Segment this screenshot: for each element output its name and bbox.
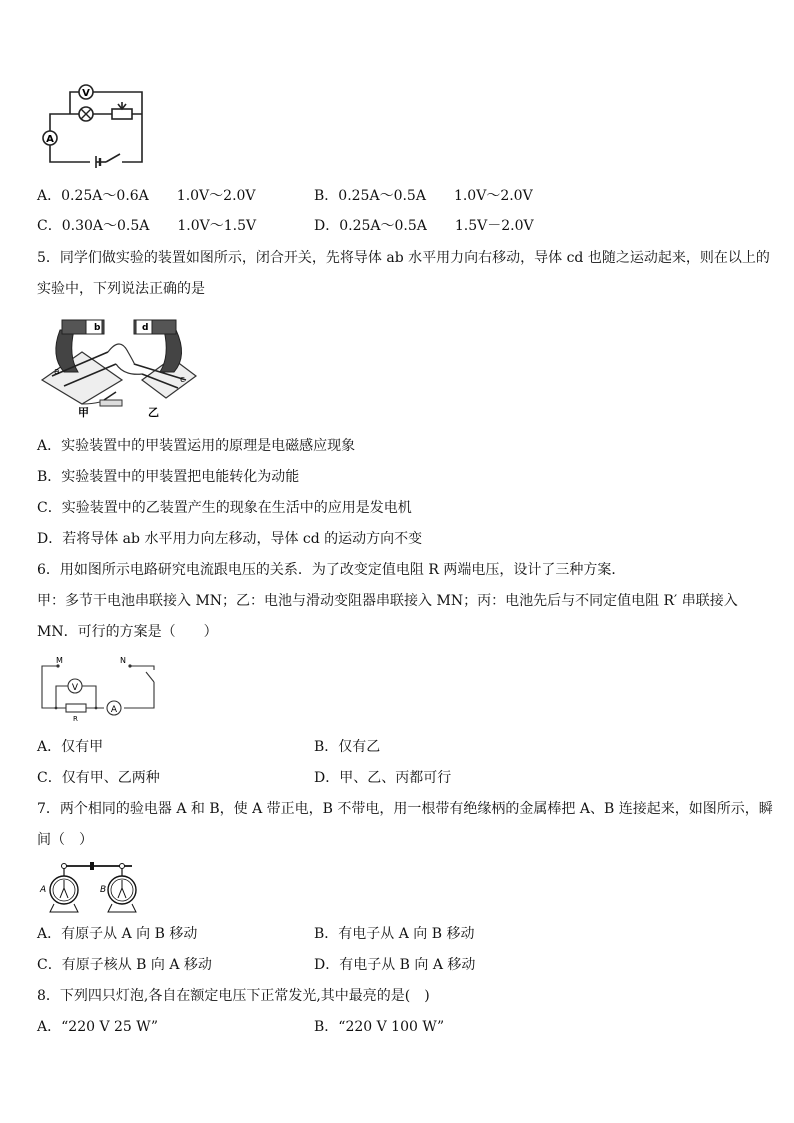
electroscope-a-icon — [50, 864, 78, 913]
q6-stem-line3: MN．可行的方案是（ ） — [37, 624, 218, 640]
label-n: N — [120, 656, 126, 665]
q4-circuit-figure — [40, 84, 150, 170]
label-r: R — [73, 715, 78, 722]
q6-ammeter-label: A — [110, 705, 118, 715]
q5-stem-line2: 实验中，下列说法正确的是 — [37, 281, 205, 297]
q5-stem-line1: 5．同学们做实验的装置如图所示，闭合开关，先将导体 ab 水平用力向右移动，导体 cd 也随之运动起来，则在以上的 — [37, 250, 770, 266]
q6-option-c: C．仅有甲、乙两种 — [37, 770, 160, 786]
q4-option-b: B．0.25A～0.5A 1.0V～2.0V — [314, 188, 533, 204]
q4-option-a: A．0.25A～0.6A 1.0V～2.0V — [37, 188, 256, 204]
q6-voltmeter-label: V — [71, 683, 79, 693]
label-yi: 乙 — [148, 406, 159, 418]
label-b: B — [100, 885, 107, 895]
q5-option-d: D．若将导体 ab 水平用力向左移动，导体 cd 的运动方向不变 — [37, 531, 423, 547]
q6-option-b: B．仅有乙 — [314, 739, 381, 755]
ammeter-label: A — [46, 134, 54, 145]
q6-circuit-figure — [38, 654, 158, 722]
q6-stem-line2: 甲：多节干电池串联接入 MN；乙：电池与滑动变阻器串联接入 MN；丙：电池先后与不同定值电阻 R′ 串联接入 — [37, 593, 738, 609]
q5-option-a: A．实验装置中的甲装置运用的原理是电磁感应现象 — [37, 438, 356, 454]
label-a: A — [40, 885, 47, 895]
q7-stem-line1: 7．两个相同的验电器 A 和 B，使 A 带正电，B 不带电，用一根带有绝缘柄的金属棒把 A、B 连接起来，如图所示，瞬 — [37, 801, 773, 817]
q6-option-a: A．仅有甲 — [37, 739, 104, 755]
label-d: d — [142, 323, 149, 333]
ammeter-icon — [107, 701, 121, 715]
voltmeter-icon — [68, 679, 82, 693]
electroscope-b-icon — [108, 864, 136, 913]
q7-option-c: C．有原子核从 B 向 A 移动 — [37, 957, 212, 973]
q8-option-b: B．“220 V 100 W” — [314, 1019, 445, 1035]
q7-electroscope-figure — [38, 860, 138, 918]
lamp-icon — [79, 107, 93, 121]
q5-option-b: B．实验装置中的甲装置把电能转化为动能 — [37, 469, 300, 485]
q5-apparatus-figure — [38, 312, 198, 418]
label-b: b — [94, 323, 101, 333]
q7-stem-line2: 间（ ） — [37, 832, 93, 848]
q7-option-d: D．有电子从 B 向 A 移动 — [314, 957, 476, 973]
label-jia: 甲 — [78, 406, 89, 418]
label-a: a — [54, 367, 60, 377]
q8-stem-line1: 8．下列四只灯泡,各自在额定电压下正常发光,其中最亮的是( ) — [37, 988, 430, 1004]
label-c: c — [180, 375, 185, 385]
q4-option-c: C．0.30A～0.5A 1.0V～1.5V — [37, 218, 257, 234]
ammeter-icon — [43, 131, 57, 145]
label-m: M — [56, 656, 63, 665]
q5-option-c: C．实验装置中的乙装置产生的现象在生活中的应用是发电机 — [37, 500, 412, 516]
q7-option-a: A．有原子从 A 向 B 移动 — [37, 926, 198, 942]
q6-stem-line1: 6．用如图所示电路研究电流跟电压的关系．为了改变定值电阻 R 两端电压，设计了三种方案． — [37, 562, 626, 578]
q6-option-d: D．甲、乙、丙都可行 — [314, 770, 452, 786]
voltmeter-icon — [79, 85, 93, 99]
voltmeter-label: V — [82, 88, 90, 99]
q8-option-a: A．“220 V 25 W” — [37, 1019, 159, 1035]
q7-option-b: B．有电子从 A 向 B 移动 — [314, 926, 475, 942]
q4-option-d: D．0.25A～0.5A 1.5V－2.0V — [314, 218, 534, 234]
